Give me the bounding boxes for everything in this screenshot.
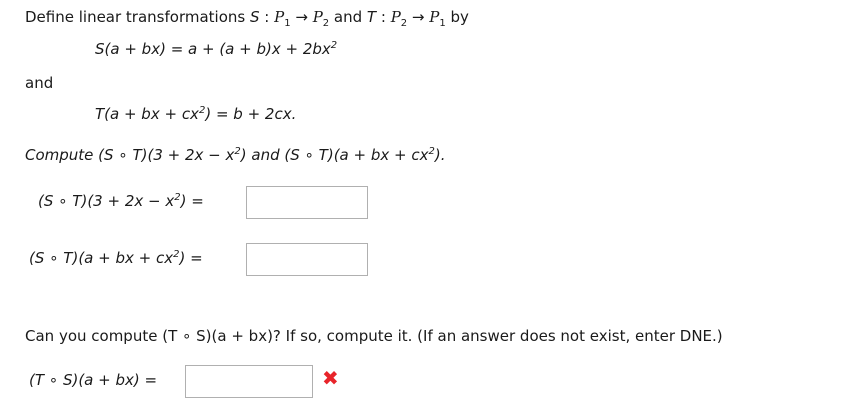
and-connector: and: [25, 74, 54, 92]
answer-input-3[interactable]: [185, 365, 313, 398]
intro-colon-1: :: [259, 8, 275, 26]
compute-instruction-part2: ) and (S ∘ T)(a + bx + cx: [240, 146, 429, 164]
answer-input-2[interactable]: [246, 243, 368, 276]
space-P2-symbol: P: [312, 8, 323, 26]
transformation-S-symbol: S: [249, 8, 260, 26]
transformation-T-symbol: T: [366, 8, 377, 26]
space-P2-subscript: 2: [322, 18, 330, 29]
space-P2b-symbol: P: [390, 8, 401, 26]
question-1-label-exponent: 2: [174, 192, 181, 203]
definition-S: [95, 40, 337, 58]
compute-instruction-exponent-1: 2: [234, 146, 241, 157]
compute-instruction-part3: ).: [434, 146, 446, 164]
intro-arrow-1: →: [290, 8, 313, 26]
intro-prefix-text: Define linear transformations: [25, 8, 250, 26]
space-P1-subscript: 1: [284, 18, 291, 29]
space-P2b-subscript: 2: [400, 18, 408, 29]
intro-statement: [25, 8, 469, 30]
question-3-text: Can you compute (T ∘ S)(a + bx)? If so, compute it. (If an answer does not exist, enter DNE.): [25, 327, 723, 345]
intro-colon-2: :: [376, 8, 391, 26]
question-4-label: (T ∘ S)(a + bx) =: [29, 371, 158, 389]
intro-and-text: and: [329, 8, 367, 26]
compute-instruction-part1: Compute (S ∘ T)(3 + 2x − x: [25, 146, 235, 164]
space-P1b-symbol: P: [429, 8, 440, 26]
question-2-label-exponent: 2: [173, 249, 180, 260]
question-2-label-tail: ) =: [179, 249, 203, 267]
question-2-label: [29, 249, 203, 267]
definition-T-body: T(a + bx + cx: [95, 105, 199, 123]
definition-T: [95, 105, 296, 123]
definition-T-rest: ) = b + 2cx.: [205, 105, 297, 123]
definition-T-exponent: 2: [198, 105, 206, 116]
incorrect-x-icon: ✖: [322, 366, 339, 390]
intro-by-text: by: [445, 8, 469, 26]
question-1-label-tail: ) =: [180, 192, 204, 210]
compute-instruction-exponent-2: 2: [428, 146, 435, 157]
answer-input-1[interactable]: [246, 186, 368, 219]
space-P1-symbol: P: [274, 8, 285, 26]
intro-arrow-2: →: [407, 8, 430, 26]
compute-instruction: [25, 146, 445, 164]
space-P1b-subscript: 1: [439, 18, 446, 29]
question-1-label-body: (S ∘ T)(3 + 2x − x: [38, 192, 175, 210]
definition-S-exponent: 2: [330, 40, 338, 51]
question-1-label: [38, 192, 204, 210]
definition-S-body: S(a + bx) = a + (a + b)x + 2bx: [95, 40, 331, 58]
question-2-label-body: (S ∘ T)(a + bx + cx: [29, 249, 174, 267]
